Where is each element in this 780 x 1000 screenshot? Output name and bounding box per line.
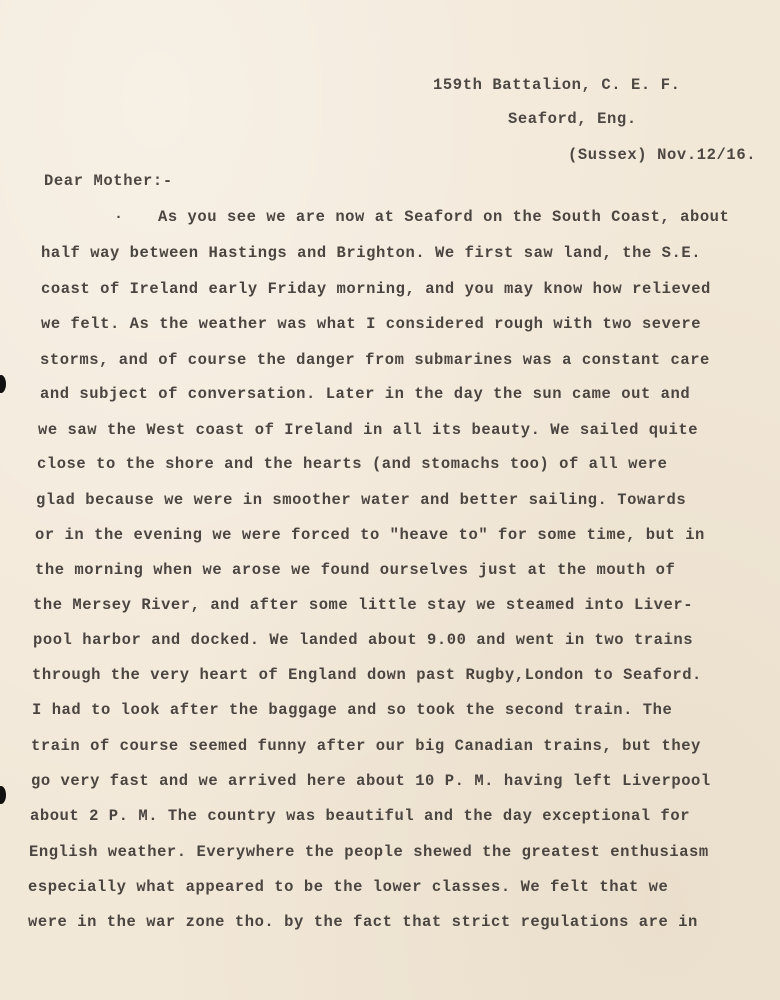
letter-line: especially what appeared to be the lower classes. We felt that we bbox=[28, 878, 669, 896]
letter-line: we saw the West coast of Ireland in all its beauty. We sailed quite bbox=[38, 421, 699, 439]
letter-line: train of course seemed funny after our big Canadian trains, but they bbox=[31, 737, 701, 755]
letter-line: go very fast and we arrived here about 10 P. M. having left Liverpool bbox=[31, 772, 711, 790]
letter-line: were in the war zone tho. by the fact that strict regulations are in bbox=[28, 913, 698, 931]
header-location: Seaford, Eng. bbox=[508, 110, 637, 128]
letter-line: storms, and of course the danger from submarines was a constant care bbox=[40, 351, 710, 369]
letter-line: close to the shore and the hearts (and stomachs too) of all were bbox=[37, 455, 668, 473]
letter-line: As you see we are now at Seaford on the South Coast, about bbox=[158, 208, 730, 226]
greeting: Dear Mother:- bbox=[44, 172, 173, 190]
letter-line: the morning when we arose we found ourselves just at the mouth of bbox=[35, 561, 676, 579]
punch-hole bbox=[0, 786, 6, 804]
letter-line: pool harbor and docked. We landed about 9.00 and went in two trains bbox=[33, 631, 694, 649]
letter-line: I had to look after the baggage and so took the second train. The bbox=[32, 701, 673, 719]
letter-line: about 2 P. M. The country was beautiful and the day exceptional for bbox=[30, 807, 691, 825]
punch-hole bbox=[0, 375, 6, 393]
header-battalion: 159th Battalion, C. E. F. bbox=[433, 76, 681, 94]
paragraph-mark: . bbox=[114, 206, 124, 223]
letter-line: or in the evening we were forced to "heave to" for some time, but in bbox=[35, 526, 705, 544]
letter-line: English weather. Everywhere the people shewed the greatest enthusiasm bbox=[29, 843, 709, 861]
letter-line: we felt. As the weather was what I considered rough with two severe bbox=[41, 315, 702, 333]
letter-line: through the very heart of England down past Rugby,London to Seaford. bbox=[32, 666, 702, 684]
letter-line: the Mersey River, and after some little stay we steamed into Liver- bbox=[33, 596, 694, 614]
header-date: (Sussex) Nov.12/16. bbox=[568, 146, 757, 164]
letter-line: coast of Ireland early Friday morning, and you may know how relieved bbox=[41, 280, 711, 298]
letter-line: and subject of conversation. Later in the day the sun came out and bbox=[40, 385, 691, 403]
letter-line: half way between Hastings and Brighton. We first saw land, the S.E. bbox=[41, 244, 702, 262]
letter-line: glad because we were in smoother water and better sailing. Towards bbox=[36, 491, 687, 509]
